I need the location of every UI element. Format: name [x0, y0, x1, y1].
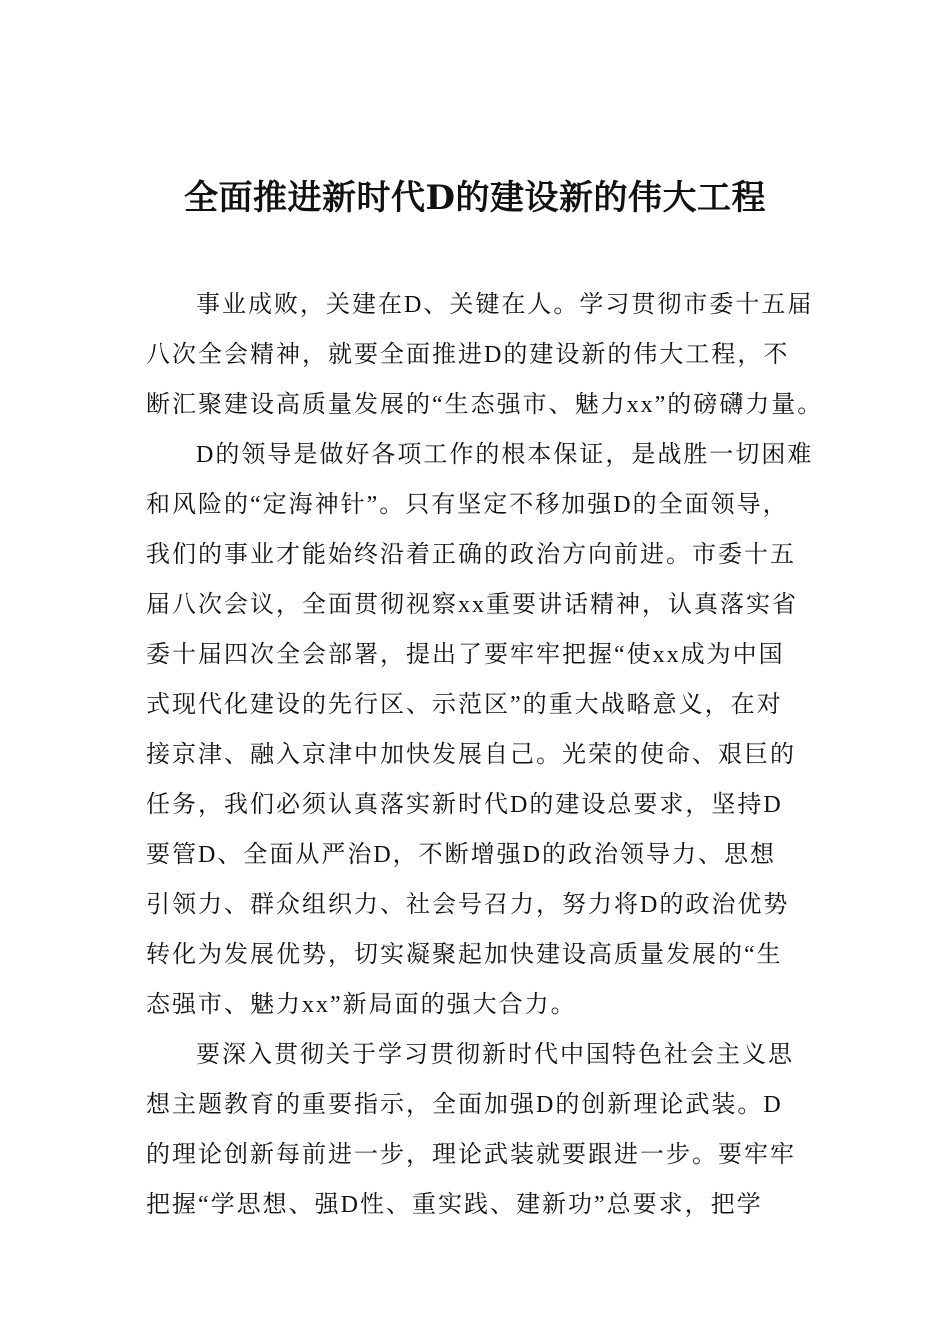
paragraph-line: 我们的事业才能始终沿着正确的政治方向前进。市委十五: [146, 542, 796, 568]
paragraph-line: D的领导是做好各项工作的根本保证，是战胜一切困难: [196, 442, 814, 468]
document-title: 全面推进新时代D的建设新的伟大工程: [184, 178, 766, 218]
document-body: [146, 280, 824, 1230]
paragraph-line: 届八次会议，全面贯彻视察xx重要讲话精神，认真落实省: [146, 592, 798, 618]
paragraph-line: 和风险的“定海神针”。只有坚定不移加强D的全面领导，: [146, 492, 789, 518]
paragraph-line: 接京津、融入京津中加快发展自己。光荣的使命、艰巨的: [146, 742, 796, 768]
paragraph-line: 想主题教育的重要指示，全面加强D的创新理论武装。D: [146, 1092, 783, 1118]
paragraph-line: 事业成败，关建在D、关键在人。学习贯彻市委十五届: [196, 292, 814, 318]
paragraph-1: [146, 280, 824, 430]
paragraph-line: 要深入贯彻关于学习贯彻新时代中国特色社会主义思: [196, 1042, 794, 1068]
paragraph-line: 要管D、全面从严治D，不断增强D的政治领导力、思想: [146, 842, 776, 868]
paragraph-2: [146, 430, 814, 1030]
paragraph-line: 态强市、魅力xx”新局面的强大合力。: [146, 992, 577, 1018]
paragraph-3: [146, 1030, 806, 1230]
paragraph-line: 把握“学思想、强D性、重实践、建新功”总要求，把学: [146, 1192, 763, 1218]
paragraph-line: 式现代化建设的先行区、示范区”的重大战略意义，在对: [146, 692, 783, 718]
paragraph-line: 断汇聚建设高质量发展的“生态强市、魅力xx”的磅礴力量。: [146, 392, 824, 418]
paragraph-line: 八次全会精神，就要全面推进D的建设新的伟大工程，不: [146, 342, 790, 368]
paragraph-line: 任务，我们必须认真落实新时代D的建设总要求，坚持D: [146, 792, 783, 818]
paragraph-line: 委十届四次全会部署，提出了要牢牢把握“使xx成为中国: [146, 642, 785, 668]
paragraph-line: 转化为发展优势，切实凝聚起加快建设高质量发展的“生: [146, 942, 783, 968]
paragraph-line: 的理论创新每前进一步，理论武装就要跟进一步。要牢牢: [146, 1142, 796, 1168]
paragraph-line: 引领力、群众组织力、社会号召力，努力将D的政治优势: [146, 892, 790, 918]
